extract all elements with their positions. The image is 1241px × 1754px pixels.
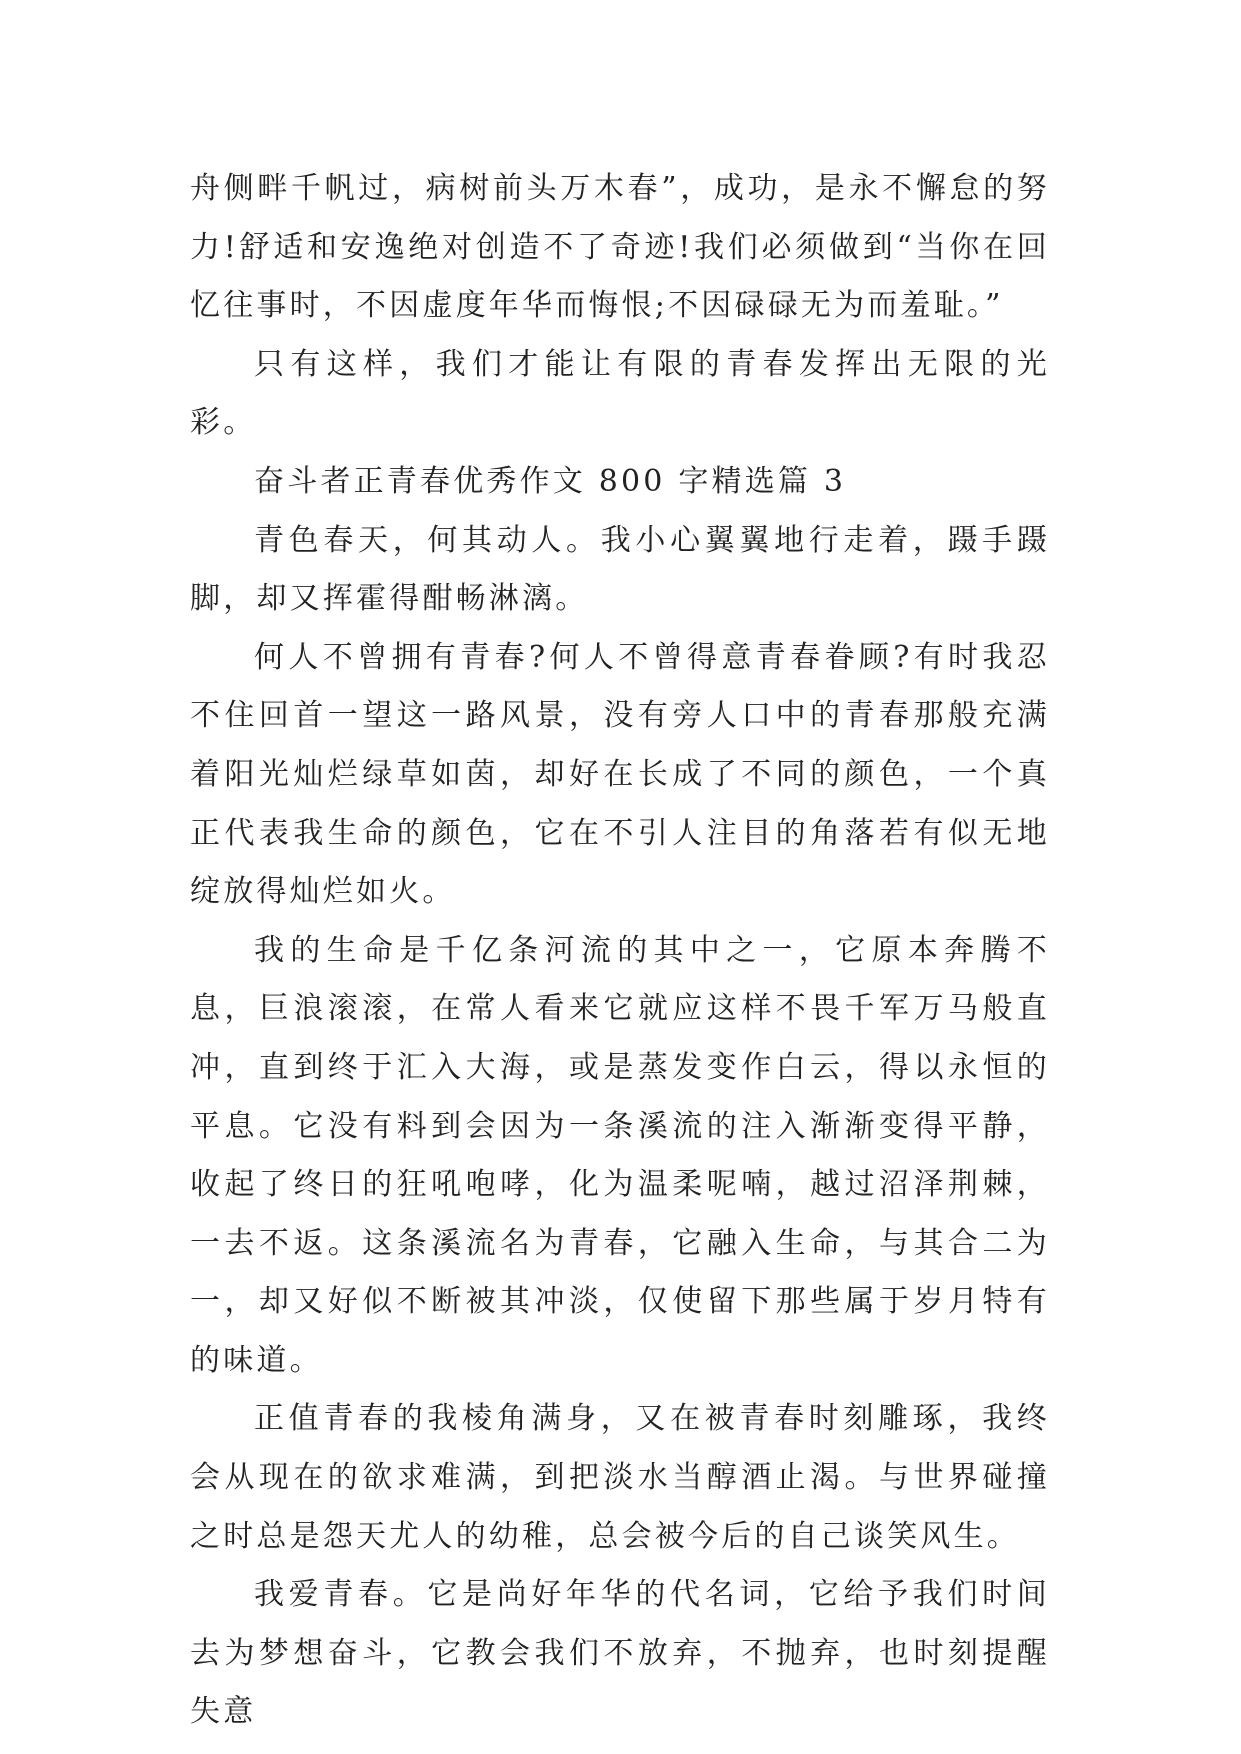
paragraph: 何人不曾拥有青春?何人不曾得意青春眷顾?有时我忍不住回首一望这一路风景，没有旁人口中的青春那般充满着阳光灿烂绿草如茵，却好在长成了不同的颜色，一个真正代表我生命的颜色，它在不引人注目的角落若有似无地绽放得灿烂如火。 (190, 639, 1050, 910)
paragraph: 我爱青春。它是尚好年华的代名词，它给予我们时间去为梦想奋斗，它教会我们不放弃，不抛弃，也时刻提醒失意 (190, 1577, 1050, 1730)
paragraph: 舟侧畔千帆过，病树前头万木春”，成功，是永不懈怠的努力!舒适和安逸绝对创造不了奇迹!我们必须做到“当你在回忆往事时，不因虚度年华而悔恨;不因碌碌无为而羞耻。” (190, 171, 1050, 324)
paragraph: 青色春天，何其动人。我小心翼翼地行走着，蹑手蹑脚，却又挥霍得酣畅淋漓。 (190, 522, 1050, 617)
paragraph: 正值青春的我棱角满身，又在被青春时刻雕琢，我终会从现在的欲求难满，到把淡水当醇酒止渴。与世界碰撞之时总是怨天尤人的幼稚，总会被今后的自己谈笑风生。 (190, 1401, 1050, 1554)
paragraph: 我的生命是千亿条河流的其中之一，它原本奔腾不息，巨浪滚滚，在常人看来它就应这样不畏千军万马般直冲，直到终于汇入大海，或是蒸发变作白云，得以永恒的平息。它没有料到会因为一条溪流的注入渐渐变得平静，收起了终日的狂吼咆哮，化为温柔呢喃，越过沼泽荆棘，一去不返。这条溪流名为青春，它融入生命，与其合二为一，却又好似不断被其冲淡，仅使留下那些属于岁月特有的味道。 (190, 932, 1050, 1378)
section-heading: 奋斗者正青春优秀作文 800 字精选篇 3 (254, 463, 847, 499)
document-body (190, 160, 1050, 1742)
paragraph: 只有这样，我们才能让有限的青春发挥出无限的光彩。 (190, 346, 1050, 441)
